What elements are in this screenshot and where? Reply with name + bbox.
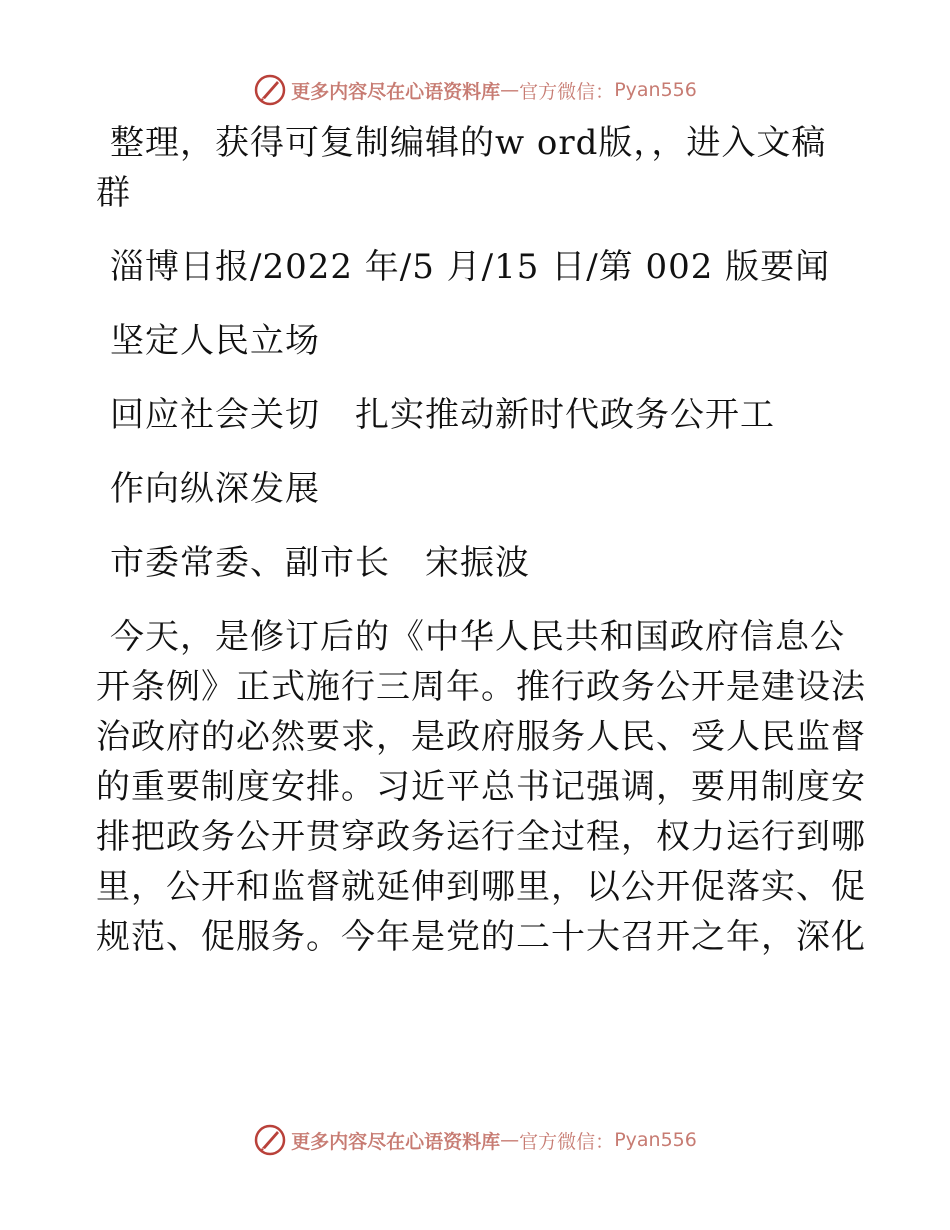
intro-line: 整理，获得可复制编辑的w ord版，，进入文稿 [110,123,827,163]
banner-separator: — [500,1129,520,1151]
banner-separator: — [500,79,520,101]
banner-official-label: 官方微信： [519,1130,615,1153]
banner-official-label: 官方微信： [519,80,615,103]
body-line: 今天，是修订后的《中华人民共和国政府信息公 [110,617,845,657]
quill-logo-icon [253,73,287,107]
headline-line-3: 作向纵深发展 [110,469,320,509]
footer-watermark-banner [0,1120,950,1160]
author-line: 市委常委、副市长 宋振波 [110,543,530,583]
banner-wechat-id: Pyan556 [614,79,697,101]
body-paragraph [96,612,866,962]
body-line: 治政府的必然要求，是政府服务人民、受人民监督 [96,717,866,757]
banner-slogan: 更多内容尽在心语资料库 [291,1130,501,1153]
headline-line-2: 回应社会关切 扎实推动新时代政务公开工 [110,395,775,435]
header-watermark-banner [0,70,950,110]
banner-wechat-id: Pyan556 [614,1129,697,1151]
source-line: 淄博日报/2022 年/5 月/15 日/第 002 版要闻 [110,247,831,287]
banner-slogan: 更多内容尽在心语资料库 [291,80,501,103]
headline-line-1: 坚定人民立场 [110,321,320,361]
body-line: 开条例》正式施行三周年。推行政务公开是建设法 [96,667,866,707]
body-line: 里，公开和监督就延伸到哪里，以公开促落实、促 [96,867,866,907]
intro-line-continued: 群 [96,173,131,213]
document-body [96,118,866,962]
body-line: 的重要制度安排。习近平总书记强调，要用制度安 [96,767,866,807]
body-line: 排把政务公开贯穿政务运行全过程，权力运行到哪 [96,817,866,857]
quill-logo-icon [253,1123,287,1157]
body-line: 规范、促服务。今年是党的二十大召开之年，深化 [96,917,866,957]
